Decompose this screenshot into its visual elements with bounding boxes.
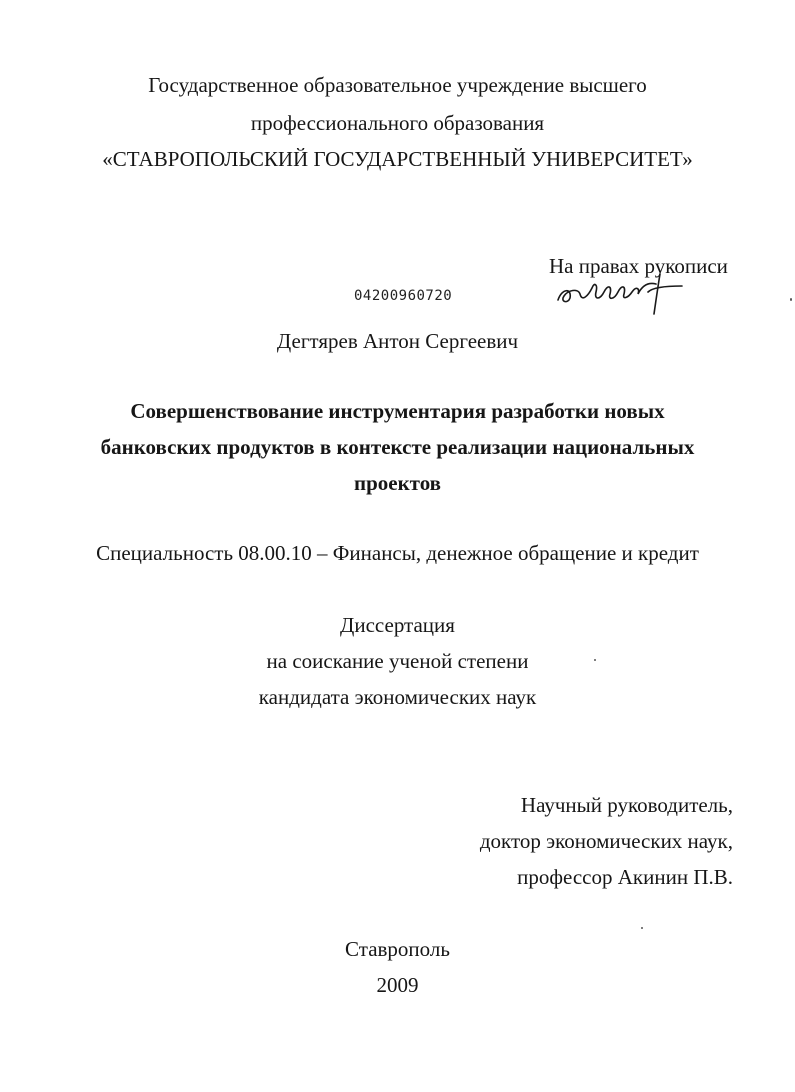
year: 2009 bbox=[376, 973, 419, 997]
author-name: Дегтярев Антон Сергеевич bbox=[276, 329, 519, 353]
advisor-line-2: доктор экономических наук, bbox=[479, 829, 733, 853]
title-line-3: проектов bbox=[353, 471, 442, 495]
scan-speck bbox=[594, 659, 596, 661]
city: Ставрополь bbox=[345, 937, 450, 961]
serial-number: 04200960720 bbox=[354, 288, 453, 304]
title-line-2: банковских продуктов в контексте реализации национальных bbox=[100, 435, 695, 459]
institution-line-2: профессионального образования bbox=[250, 111, 545, 135]
dissertation-line-2: на соискание ученой степени bbox=[266, 649, 529, 673]
institution-line-3: «СТАВРОПОЛЬСКИЙ ГОСУДАРСТВЕННЫЙ УНИВЕРСИТЕТ» bbox=[102, 147, 693, 171]
specialty: Специальность 08.00.10 – Финансы, денежное обращение и кредит bbox=[96, 541, 699, 565]
title-line-1: Совершенствование инструментария разработки новых bbox=[130, 399, 665, 423]
institution-line-1: Государственное образовательное учреждение высшего bbox=[148, 73, 647, 97]
dissertation-line-1: Диссертация bbox=[340, 613, 455, 637]
advisor-line-1: Научный руководитель, bbox=[520, 793, 733, 817]
advisor-line-3: профессор Акинин П.В. bbox=[517, 865, 733, 889]
scan-speck bbox=[641, 927, 643, 929]
manuscript-note: На правах рукописи bbox=[549, 254, 728, 278]
signature-icon bbox=[552, 266, 702, 316]
dissertation-line-3: кандидата экономических наук bbox=[258, 685, 537, 709]
scan-speck bbox=[790, 298, 792, 301]
